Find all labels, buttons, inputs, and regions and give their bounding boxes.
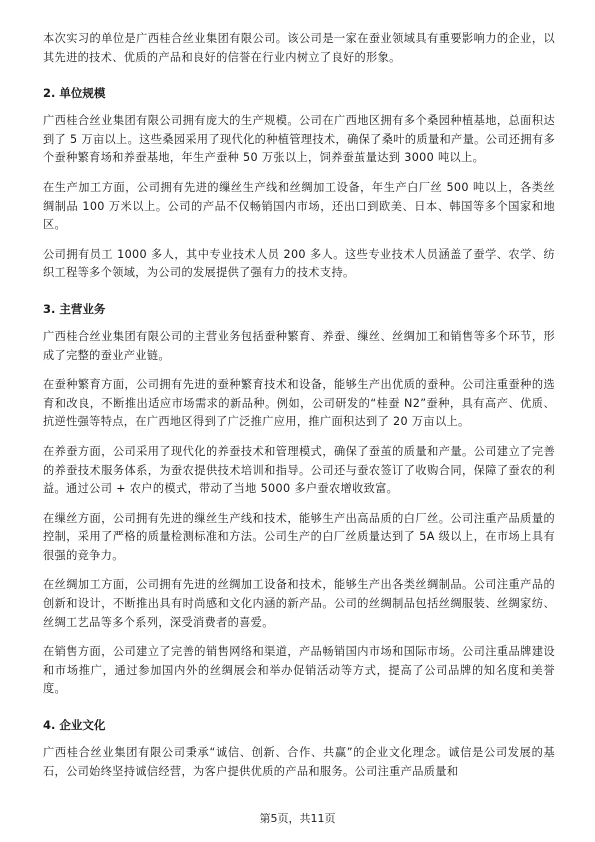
business-paragraph-4: 在缫丝方面，公司拥有先进的缫丝生产线和技术，能够生产出高品质的白厂丝。公司注重产品质量的控制，采用了严格的质量检测标准和方法。公司生产的白厂丝质量达到了 5A 级以上，在市场上具有很强的竞争力。 [43, 511, 555, 562]
business-paragraph-6: 在销售方面，公司建立了完善的销售网络和渠道，产品畅销国内市场和国际市场。公司注重品牌建设和市场推广，通过参加国内外的丝绸展会和举办促销活动等方式，提高了公司品牌的知名度和美誉度。 [43, 645, 555, 696]
document-body [43, 30, 555, 792]
business-paragraph-3: 在养蚕方面，公司采用了现代化的养蚕技术和管理模式，确保了蚕茧的质量和产量。公司建立了完善的养蚕技术服务体系，为蚕农提供技术培训和指导。公司还与蚕农签订了收购合同，保障了蚕农的利益。通过公司 + 农户的模式，带动了当地 5000 多户蚕农增收致富。 [43, 444, 555, 496]
section-heading-culture: 4. 企业文化 [43, 718, 106, 733]
intro-paragraph: 本次实习的单位是广西桂合丝业集团有限公司。该公司是一家在蚕业领域具有重要影响力的企业，以其先进的技术、优质的产品和良好的信誉在行业内树立了良好的形象。 [43, 32, 555, 64]
section-heading-scale: 2. 单位规模 [43, 86, 106, 101]
business-paragraph-2: 在蚕种繁育方面，公司拥有先进的蚕种繁育技术和设备，能够生产出优质的蚕种。公司注重蚕种的选育和改良，不断推出适应市场需求的新品种。例如，公司研发的“桂蚕 N2”蚕种，具有高产、优质、抗逆性强等特点，在广西地区得到了广泛推广应用，推广面积达到了 20 万亩以上。 [43, 378, 555, 429]
scale-paragraph-2: 在生产加工方面，公司拥有先进的缫丝生产线和丝绸加工设备，年生产白厂丝 500 吨以上，各类丝绸制品 100 万米以上。公司的产品不仅畅销国内市场，还出口到欧美、日本、韩国等多个国家和地区。 [43, 180, 555, 232]
page-number-footer: 第5页，共11页 [259, 812, 336, 825]
business-paragraph-1: 广西桂合丝业集团有限公司的主营业务包括蚕种繁育、养蚕、缫丝、丝绸加工和销售等多个环节，形成了完整的蚕业产业链。 [43, 329, 555, 362]
business-paragraph-5: 在丝绸加工方面，公司拥有先进的丝绸加工设备和技术，能够生产出各类丝绸制品。公司注重产品的创新和设计，不断推出具有时尚感和文化内涵的新产品。公司的丝绸制品包括丝绸服装、丝绸家纺、丝绸工艺品等多个系列，深受消费者的喜爱。 [43, 578, 555, 629]
scale-paragraph-3: 公司拥有员工 1000 多人，其中专业技术人员 200 多人。这些专业技术人员涵盖了蚕学、农学、纺织工程等多个领域，为公司的发展提供了强有力的技术支持。 [43, 247, 555, 280]
section-heading-business: 3. 主营业务 [43, 301, 106, 316]
scale-paragraph-1: 广西桂合丝业集团有限公司拥有庞大的生产规模。公司在广西地区拥有多个桑园种植基地，总面积达到了 5 万亩以上。这些桑园采用了现代化的种植管理技术，确保了桑叶的质量和产量。公司还拥有多个蚕种繁育场和养蚕基地，年生产蚕种 50 万张以上，饲养蚕茧量达到 3000 吨以上。 [43, 114, 555, 165]
culture-paragraph-1: 广西桂合丝业集团有限公司秉承“诚信、创新、合作、共赢”的企业文化理念。诚信是公司发展的基石，公司始终坚持诚信经营，为客户提供优质的产品和服务。公司注重产品质量和 [43, 746, 555, 778]
